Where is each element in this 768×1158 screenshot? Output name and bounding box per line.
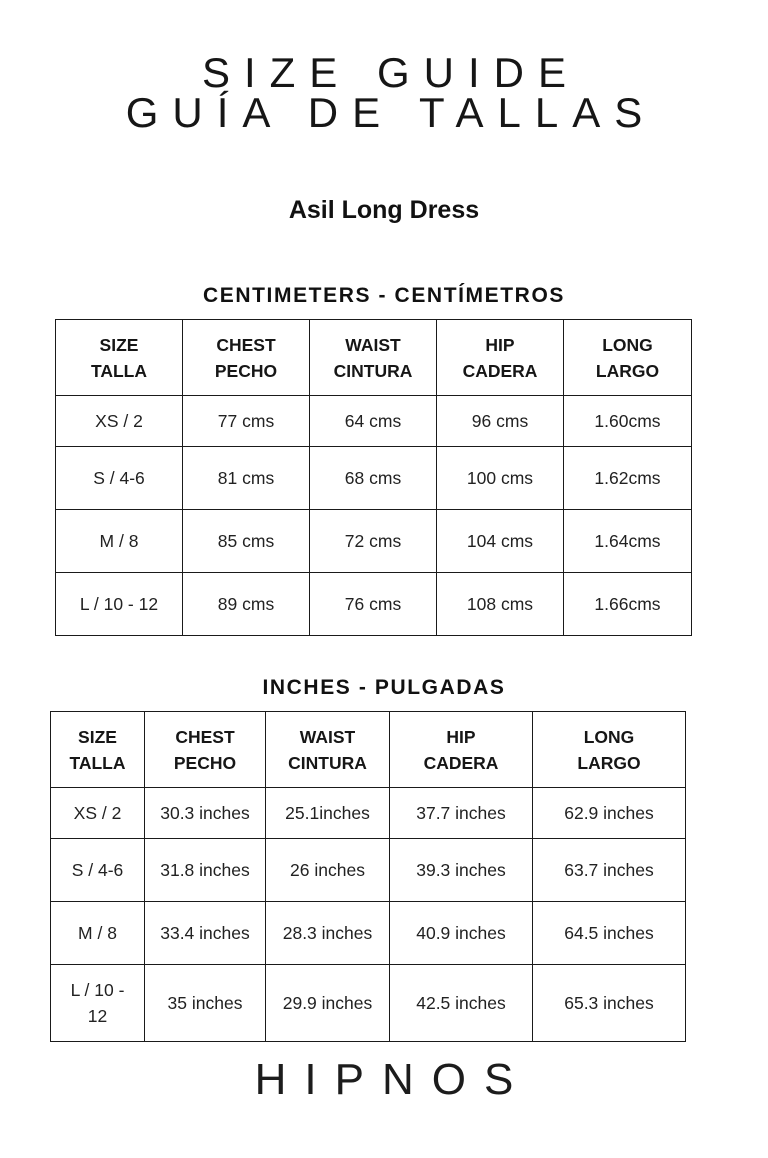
inches-size-table xyxy=(50,711,686,1042)
cell-hip: 39.3 inches xyxy=(390,839,533,902)
header-long: LONG LARGO xyxy=(533,712,686,788)
cell-chest: 85 cms xyxy=(183,510,310,573)
cell-long: 1.60cms xyxy=(564,396,692,447)
cell-hip: 104 cms xyxy=(437,510,564,573)
cell-chest: 31.8 inches xyxy=(145,839,266,902)
header-waist: WAIST CINTURA xyxy=(310,320,437,396)
centimeters-size-table xyxy=(55,319,692,636)
cell-size: L / 10 - 12 xyxy=(51,965,145,1042)
cell-waist: 64 cms xyxy=(310,396,437,447)
cell-long: 65.3 inches xyxy=(533,965,686,1042)
table-row xyxy=(51,902,686,965)
table-row xyxy=(51,839,686,902)
cell-waist: 72 cms xyxy=(310,510,437,573)
cell-hip: 40.9 inches xyxy=(390,902,533,965)
cell-size: L / 10 - 12 xyxy=(56,573,183,636)
table-row xyxy=(51,788,686,839)
cell-chest: 35 inches xyxy=(145,965,266,1042)
cell-long: 62.9 inches xyxy=(533,788,686,839)
cell-waist: 68 cms xyxy=(310,447,437,510)
cell-size: XS / 2 xyxy=(51,788,145,839)
cell-waist: 76 cms xyxy=(310,573,437,636)
header-waist: WAIST CINTURA xyxy=(266,712,390,788)
header-size: SIZE TALLA xyxy=(56,320,183,396)
cell-long: 63.7 inches xyxy=(533,839,686,902)
cell-chest: 33.4 inches xyxy=(145,902,266,965)
cell-waist: 29.9 inches xyxy=(266,965,390,1042)
brand-logo: HIPNOS xyxy=(254,1055,532,1104)
cell-waist: 25.1inches xyxy=(266,788,390,839)
table-row xyxy=(56,573,692,636)
table-header-row xyxy=(51,712,686,788)
table-header-row xyxy=(56,320,692,396)
header-hip: HIP CADERA xyxy=(437,320,564,396)
cell-waist: 26 inches xyxy=(266,839,390,902)
header-chest: CHEST PECHO xyxy=(183,320,310,396)
cell-hip: 108 cms xyxy=(437,573,564,636)
cell-hip: 42.5 inches xyxy=(390,965,533,1042)
table-row xyxy=(56,447,692,510)
cell-long: 1.62cms xyxy=(564,447,692,510)
header-chest: CHEST PECHO xyxy=(145,712,266,788)
table-row xyxy=(56,396,692,447)
inches-section-title: INCHES - PULGADAS xyxy=(262,676,506,699)
title-spanish: GUÍA DE TALLAS xyxy=(125,89,657,136)
cell-chest: 81 cms xyxy=(183,447,310,510)
cell-chest: 89 cms xyxy=(183,573,310,636)
product-name: Asil Long Dress xyxy=(288,196,480,224)
cell-size: M / 8 xyxy=(51,902,145,965)
cell-chest: 77 cms xyxy=(183,396,310,447)
cell-hip: 37.7 inches xyxy=(390,788,533,839)
cell-size: S / 4-6 xyxy=(51,839,145,902)
header-hip: HIP CADERA xyxy=(390,712,533,788)
table-row xyxy=(56,510,692,573)
cell-hip: 100 cms xyxy=(437,447,564,510)
table-row xyxy=(51,965,686,1042)
cell-size: XS / 2 xyxy=(56,396,183,447)
cell-long: 1.64cms xyxy=(564,510,692,573)
cell-long: 64.5 inches xyxy=(533,902,686,965)
cell-size: M / 8 xyxy=(56,510,183,573)
cell-chest: 30.3 inches xyxy=(145,788,266,839)
header-long: LONG LARGO xyxy=(564,320,692,396)
cell-long: 1.66cms xyxy=(564,573,692,636)
cell-size: S / 4-6 xyxy=(56,447,183,510)
centimeters-section-title: CENTIMETERS - CENTÍMETROS xyxy=(202,284,565,307)
cell-waist: 28.3 inches xyxy=(266,902,390,965)
header-size: SIZE TALLA xyxy=(51,712,145,788)
title-english: SIZE GUIDE xyxy=(201,49,581,96)
cell-hip: 96 cms xyxy=(437,396,564,447)
